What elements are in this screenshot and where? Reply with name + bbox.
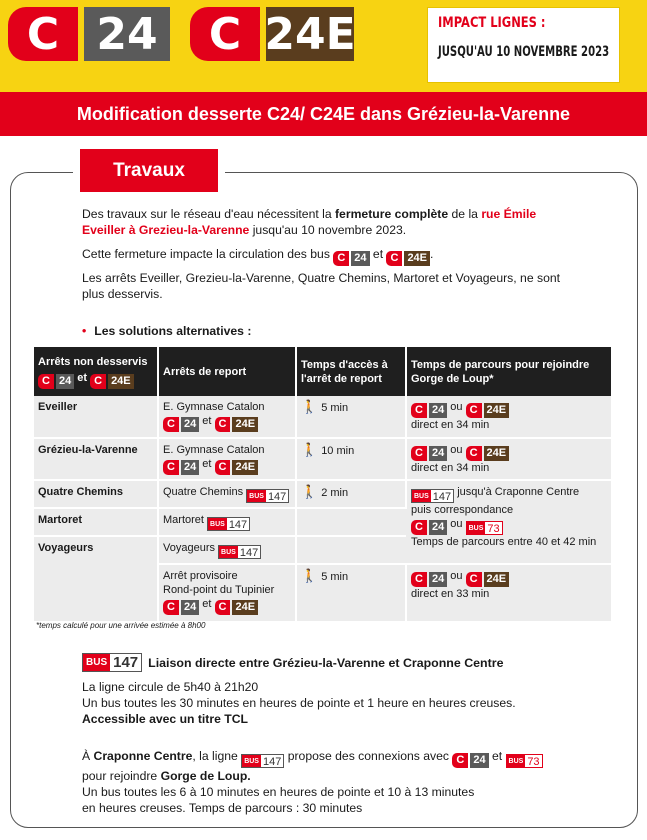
bus-147-badge <box>241 754 284 768</box>
badge-number: 24 <box>351 251 369 266</box>
banner-title: Modification desserte C24/ C24E dans Grézieu-la-Varenne <box>0 92 647 136</box>
header-report-stops: Arrêts de report <box>158 347 296 396</box>
badge-number: 24 <box>181 417 199 432</box>
badge-letter: C <box>163 600 179 615</box>
report-stop <box>158 480 296 508</box>
access-time <box>296 396 406 438</box>
bus-number: 147 <box>262 756 282 768</box>
bus-label: BUS <box>242 755 261 767</box>
intro-paragraph-2 <box>82 246 572 266</box>
badge-letter: C <box>386 251 402 266</box>
bus-number: 147 <box>267 491 287 503</box>
report-stop <box>158 564 296 622</box>
walking-person-icon: 🚶 <box>301 442 318 457</box>
badge-number: 24 <box>429 520 447 535</box>
section-tag: Travaux <box>80 149 218 192</box>
c24-badge <box>452 753 488 768</box>
text: ou <box>450 444 463 456</box>
stop-name: Eveiller <box>34 396 158 438</box>
time-value: 5 min <box>321 402 349 414</box>
access-time <box>296 564 406 622</box>
badge-number: 24 <box>429 572 447 587</box>
text-bold: fermeture complète <box>335 207 449 221</box>
bus-label: BUS <box>247 490 266 502</box>
travel-time <box>406 480 611 564</box>
c24-badge <box>38 374 74 389</box>
text-bold: Accessible avec un titre TCL <box>82 712 248 726</box>
bus-number: 73 <box>487 523 500 535</box>
text: de la <box>448 207 482 221</box>
text: ou <box>450 401 463 413</box>
badge-letter: C <box>466 572 482 587</box>
line-c24-number: 24 <box>84 7 170 61</box>
text: et <box>202 598 212 610</box>
badge-letter: C <box>163 460 179 475</box>
header-not-served <box>34 347 158 396</box>
walking-person-icon: 🚶 <box>301 484 318 499</box>
badge-letter: C <box>215 417 231 432</box>
text: jusqu'au 10 novembre 2023. <box>249 223 407 237</box>
time-value: 2 min <box>321 487 349 499</box>
text: Des travaux sur le réseau d'eau nécessitent la <box>82 207 335 221</box>
access-time <box>296 536 406 564</box>
badge-number: 24E <box>232 417 258 432</box>
solutions-label: Les solutions alternatives : <box>94 324 252 338</box>
badge-number: 24 <box>429 446 447 461</box>
intro-paragraph-1 <box>82 206 572 238</box>
bus-number: 73 <box>527 756 540 768</box>
report-stop <box>158 396 296 438</box>
stop-name: Grézieu-la-Varenne <box>34 438 158 480</box>
c24-badge <box>163 460 199 475</box>
c24-badge <box>163 600 199 615</box>
c24-badge <box>411 403 447 418</box>
c24-badge <box>411 520 447 535</box>
walking-person-icon: 🚶 <box>301 568 318 583</box>
badge-number: 24 <box>181 600 199 615</box>
badge-number: 24E <box>232 600 258 615</box>
impact-title: IMPACT LIGNES : <box>438 15 546 31</box>
bus-label: BUS <box>412 490 431 502</box>
text: et <box>202 458 212 470</box>
bus-147-badge <box>207 517 250 531</box>
badge-number: 24E <box>484 446 510 461</box>
table-row <box>34 438 611 480</box>
text: Cette fermeture impacte la circulation des bus <box>82 247 330 261</box>
badge-number: 24E <box>404 251 430 266</box>
access-time <box>296 480 406 508</box>
badge-letter: C <box>215 460 231 475</box>
text: Un bus toutes les 6 à 10 minutes en heures de pointe et 10 à 13 minutes <box>82 785 475 799</box>
badge-number: 24E <box>108 374 134 389</box>
report-stop <box>158 536 296 564</box>
text: , la ligne <box>192 749 238 763</box>
table-row <box>34 480 611 508</box>
c24e-badge <box>466 403 510 418</box>
report-name: Voyageurs <box>163 542 215 554</box>
badge-letter: C <box>333 251 349 266</box>
stop-name: Martoret <box>34 508 158 536</box>
impact-box <box>427 7 620 83</box>
route-text: puis correspondance <box>411 504 514 516</box>
c24-badge <box>163 417 199 432</box>
badge-number: 24 <box>429 403 447 418</box>
c24e-badge <box>466 446 510 461</box>
text: Un bus toutes les 30 minutes en heures de pointe et 1 heure en heures creuses. <box>82 696 516 710</box>
alternatives-table <box>34 347 611 623</box>
street-name: rue Émile Eveiller à Grezieu-la-Varenne <box>82 207 537 237</box>
bus-label: BUS <box>507 755 526 767</box>
line-c24e-number: 24E <box>264 8 356 60</box>
walking-person-icon: 🚶 <box>301 399 318 414</box>
text: ou <box>450 570 463 582</box>
time-value: 5 min <box>321 571 349 583</box>
header-travel-time: Temps de parcours pour rejoindre Gorge de Loup* <box>406 347 611 396</box>
impact-date: JUSQU'AU 10 NOVEMBRE 2023 <box>438 44 610 60</box>
bus-number: 147 <box>228 519 248 531</box>
text: et <box>491 749 503 763</box>
bus-label: BUS <box>467 522 486 534</box>
badge-letter: C <box>411 572 427 587</box>
route-text: jusqu'à Craponne Centre <box>457 486 580 498</box>
c24e-badge <box>215 600 259 615</box>
c24-badge <box>411 446 447 461</box>
stop-name: Quatre Chemins <box>34 480 158 508</box>
report-stop <box>158 508 296 536</box>
text: et <box>202 415 212 427</box>
footnote: *temps calculé pour une arrivée estimée à 8h00 <box>36 621 206 630</box>
connections-line <box>82 768 582 784</box>
connections-line <box>82 748 582 768</box>
c24e-badge <box>386 251 430 266</box>
badge-letter: C <box>411 403 427 418</box>
text: pour rejoindre <box>82 769 161 783</box>
bus-147-badge <box>246 489 289 503</box>
text: ou <box>450 518 463 530</box>
travel-time <box>406 396 611 438</box>
c24e-badge <box>466 572 510 587</box>
bus-147-title: Liaison directe entre Grézieu-la-Varenne et Craponne Centre <box>148 655 504 670</box>
line-c24-letter: C <box>8 7 78 61</box>
bullet-icon: • <box>82 324 87 338</box>
c24e-badge <box>90 374 134 389</box>
badge-letter: C <box>411 446 427 461</box>
badge-letter: C <box>452 753 468 768</box>
c24-badge <box>411 572 447 587</box>
report-name: Martoret <box>163 514 204 526</box>
bus-147-badge <box>411 489 454 503</box>
badge-letter: C <box>466 446 482 461</box>
bus-73-badge <box>506 754 543 768</box>
access-time <box>296 438 406 480</box>
direct-time: direct en 33 min <box>411 588 490 600</box>
line-c24e-letter: C <box>190 7 260 61</box>
text: en heures creuses. Temps de parcours : 30 minutes <box>82 801 363 815</box>
report-name: Quatre Chemins <box>163 486 244 498</box>
route-text: Temps de parcours entre 40 et 42 min <box>411 536 597 548</box>
report-name: Arrêt provisoire <box>163 570 238 582</box>
time-value: 10 min <box>321 445 355 457</box>
badge-letter: C <box>411 520 427 535</box>
bus-number: 147 <box>239 547 259 559</box>
bus-147-connections <box>82 748 582 816</box>
badge-letter: C <box>38 374 54 389</box>
bus-label: BUS <box>83 654 110 671</box>
text: . <box>430 247 434 261</box>
text: propose des connexions avec <box>287 749 449 763</box>
badge-number: 24 <box>470 753 488 768</box>
text: et <box>372 247 384 261</box>
travel-time <box>406 564 611 622</box>
report-stop <box>158 438 296 480</box>
bus-147-badge <box>82 653 142 672</box>
badge-number: 24 <box>56 374 74 389</box>
badge-letter: C <box>163 417 179 432</box>
bus-147-heading <box>82 653 503 672</box>
stop-name: Voyageurs <box>34 536 158 622</box>
intro-paragraph-3: Les arrêts Eveiller, Grezieu-la-Varenne, Quatre Chemins, Martoret et Voyageurs, ne sont plus desservis. <box>82 271 561 301</box>
bus-number: 147 <box>432 491 452 503</box>
badge-number: 24E <box>484 403 510 418</box>
header-label: Arrêts non desservis <box>38 355 148 368</box>
text-bold: Gorge de Loup. <box>160 769 251 783</box>
travel-time <box>406 438 611 480</box>
access-time <box>296 508 406 536</box>
bus-label: BUS <box>208 518 227 530</box>
bus-147-schedule <box>82 679 582 727</box>
bus-number: 147 <box>113 654 139 671</box>
direct-time: direct en 34 min <box>411 419 490 431</box>
header-access-time: Temps d'accès à l'arrêt de report <box>296 347 406 396</box>
text: À <box>82 749 94 763</box>
report-name: E. Gymnase Catalon <box>163 401 265 413</box>
report-name: E. Gymnase Catalon <box>163 444 265 456</box>
bus-73-badge <box>466 521 503 535</box>
text: La ligne circule de 5h40 à 21h20 <box>82 680 259 694</box>
table-header-row <box>34 347 611 396</box>
table-row <box>34 396 611 438</box>
badge-number: 24E <box>232 460 258 475</box>
c24-badge <box>333 251 369 266</box>
badge-letter: C <box>90 374 106 389</box>
bus-label: BUS <box>219 546 238 558</box>
bus-147-badge <box>218 545 261 559</box>
report-name: Rond-point du Tupinier <box>163 584 275 596</box>
badge-letter: C <box>466 403 482 418</box>
c24e-badge <box>215 417 259 432</box>
badge-letter: C <box>215 600 231 615</box>
direct-time: direct en 34 min <box>411 462 490 474</box>
c24e-badge <box>215 460 259 475</box>
text: et <box>77 371 88 384</box>
badge-number: 24E <box>484 572 510 587</box>
badge-number: 24 <box>181 460 199 475</box>
solutions-heading <box>82 324 251 338</box>
text-bold: Craponne Centre <box>93 749 193 763</box>
